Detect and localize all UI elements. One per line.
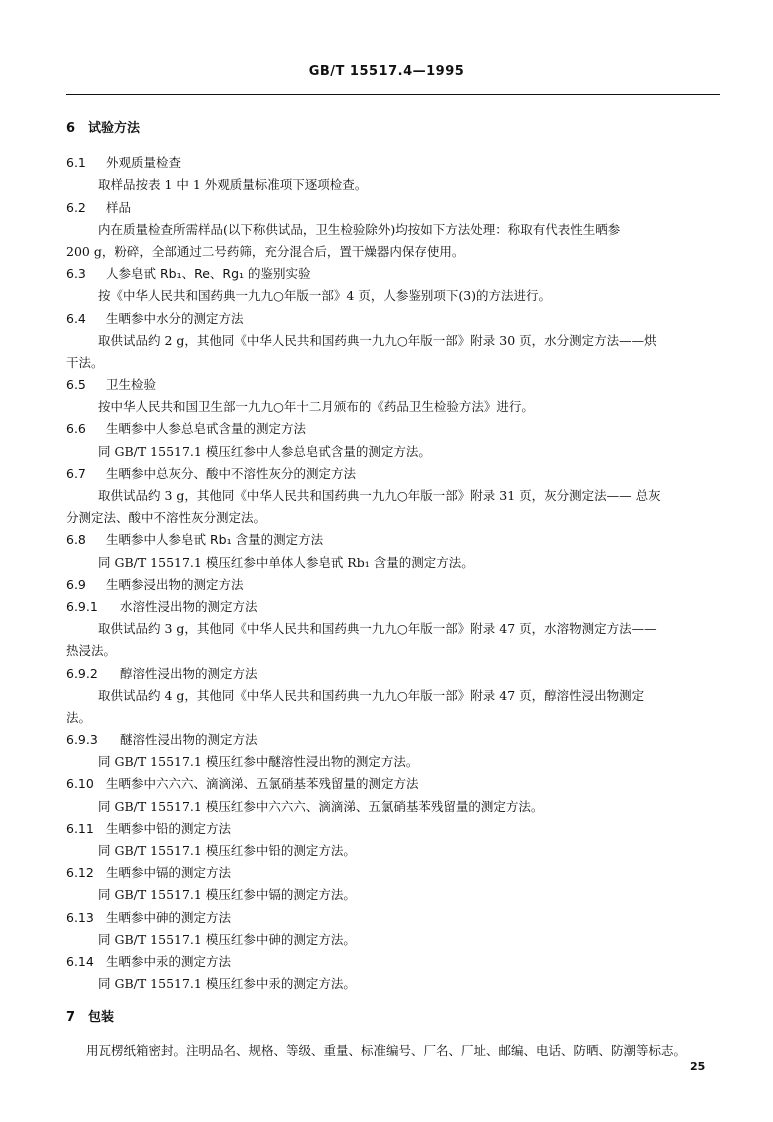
para-6-9-3-line-1: 同 GB/T 15517.1 模压红参中醚溶性浸出物的测定方法。 <box>98 754 419 770</box>
heading-6-10-title: 生晒参中六六六、滴滴涕、五氯硝基苯残留量的测定方法 <box>106 776 419 792</box>
heading-6-9-1 <box>66 596 720 618</box>
heading-6-5-title: 卫生检验 <box>106 377 157 393</box>
heading-6-9-2-number: 6.9.2 <box>66 665 98 681</box>
section-7-title: 包装 <box>88 1010 115 1026</box>
heading-6-11 <box>66 818 720 840</box>
heading-6-6 <box>66 418 720 440</box>
heading-6-11-title: 生晒参中铅的测定方法 <box>106 820 232 836</box>
heading-6-9 <box>66 574 720 596</box>
document-header <box>0 64 773 79</box>
section-6-number: 6 <box>66 121 76 136</box>
para-6-9-1-line-2: 热浸法。 <box>66 643 117 659</box>
heading-6-9-1-number: 6.9.1 <box>66 598 98 614</box>
heading-6-4-title: 生晒参中水分的测定方法 <box>106 310 244 326</box>
heading-6-8 <box>66 529 720 551</box>
section-7-number: 7 <box>66 1010 76 1026</box>
heading-6-7-number: 6.7 <box>66 465 86 481</box>
heading-6-1 <box>66 152 720 174</box>
heading-6-3-title: 人参皂甙 Rb₁、Re、Rg₁ 的鉴别实验 <box>106 266 311 282</box>
heading-6-9-3 <box>66 729 720 751</box>
para-6-4-line-2: 干法。 <box>66 354 104 370</box>
heading-6-2 <box>66 197 720 219</box>
heading-6-14-title: 生晒参中汞的测定方法 <box>106 953 232 969</box>
heading-6-13-title: 生晒参中砷的测定方法 <box>106 909 232 925</box>
document-body <box>66 118 720 1062</box>
para-6-9-2-line-1: 取供试品约 4 g，其他同《中华人民共和国药典一九九○年版一部》附录 47 页，醇溶性浸出物测定 <box>98 687 645 703</box>
para-6-7-line-1: 取供试品约 3 g，其他同《中华人民共和国药典一九九○年版一部》附录 31 页，灰分测定法—— 总灰 <box>98 488 661 503</box>
header-rule <box>66 94 720 95</box>
heading-6-8-title: 生晒参中人参皂甙 Rb₁ 含量的测定方法 <box>106 532 324 548</box>
heading-6-2-number: 6.2 <box>66 199 86 215</box>
para-6-14-line-1: 同 GB/T 15517.1 模压红参中汞的测定方法。 <box>98 976 356 992</box>
heading-6-5-number: 6.5 <box>66 377 86 393</box>
heading-6-9-1-title: 水溶性浸出物的测定方法 <box>120 598 258 614</box>
heading-6-13 <box>66 907 720 929</box>
heading-6-14 <box>66 951 720 973</box>
heading-6-3-number: 6.3 <box>66 266 86 282</box>
para-6-12-line-1: 同 GB/T 15517.1 模压红参中镉的测定方法。 <box>98 887 356 903</box>
heading-6-10 <box>66 773 720 795</box>
heading-6-4 <box>66 308 720 330</box>
para-6-9-2-line-2: 法。 <box>66 709 92 725</box>
heading-6-13-number: 6.13 <box>66 909 94 925</box>
standard-code: GB/T 15517.4—1995 <box>308 64 465 79</box>
para-6-6-line-1: 同 GB/T 15517.1 模压红参中人参总皂甙含量的测定方法。 <box>98 443 431 459</box>
heading-6-9-2 <box>66 663 720 685</box>
heading-6-1-number: 6.1 <box>66 155 86 171</box>
heading-6-12-number: 6.12 <box>66 865 94 881</box>
heading-6-7-title: 生晒参中总灰分、酸中不溶性灰分的测定方法 <box>106 465 357 481</box>
heading-6-9-3-number: 6.9.3 <box>66 732 98 748</box>
section-6-heading <box>66 118 720 140</box>
heading-6-5 <box>66 374 720 396</box>
heading-6-9-number: 6.9 <box>66 576 86 592</box>
heading-6-10-number: 6.10 <box>66 776 94 792</box>
section-7-heading <box>66 1007 720 1029</box>
para-6-5-line-1: 按中华人民共和国卫生部一九九○年十二月颁布的《药品卫生检验方法》进行。 <box>98 399 534 415</box>
para-6-11-line-1: 同 GB/T 15517.1 模压红参中铅的测定方法。 <box>98 843 356 858</box>
heading-6-14-number: 6.14 <box>66 953 94 969</box>
page-number: 25 <box>690 1060 706 1073</box>
heading-6-12-title: 生晒参中镉的测定方法 <box>106 865 232 881</box>
para-6-8-line-1: 同 GB/T 15517.1 模压红参中单体人参皂甙 Rb₁ 含量的测定方法。 <box>98 554 474 570</box>
heading-6-3 <box>66 263 720 285</box>
para-6-2-line-1: 内在质量检查所需样品(以下称供试品，卫生检验除外)均按如下方法处理：称取有代表性生晒参 <box>98 221 621 237</box>
para-7-line-1: 用瓦楞纸箱密封。注明品名、规格、等级、重量、标准编号、厂名、厂址、邮编、电话、防晒、防潮等标志。 <box>86 1042 687 1058</box>
heading-6-4-number: 6.4 <box>66 310 86 326</box>
heading-6-6-number: 6.6 <box>66 421 86 437</box>
heading-6-2-title: 样品 <box>106 199 132 215</box>
para-6-1-line-1: 取样品按表 1 中 1 外观质量标准项下逐项检查。 <box>98 177 368 193</box>
heading-6-12 <box>66 862 720 884</box>
para-6-9-1-line-1: 取供试品约 3 g，其他同《中华人民共和国药典一九九○年版一部》附录 47 页，水溶物测定方法—— <box>98 621 657 637</box>
para-6-10-line-1: 同 GB/T 15517.1 模压红参中六六六、滴滴涕、五氯硝基苯残留量的测定方法。 <box>98 798 544 814</box>
heading-6-6-title: 生晒参中人参总皂甙含量的测定方法 <box>106 421 307 437</box>
heading-6-9-3-title: 醚溶性浸出物的测定方法 <box>120 732 258 748</box>
heading-6-9-2-title: 醇溶性浸出物的测定方法 <box>120 665 258 681</box>
heading-6-9-title: 生晒参浸出物的测定方法 <box>106 576 244 592</box>
heading-6-1-title: 外观质量检查 <box>106 155 182 171</box>
para-6-2-line-2: 200 g，粉碎，全部通过二号药筛，充分混合后，置干燥器内保存使用。 <box>66 243 465 259</box>
para-6-13-line-1: 同 GB/T 15517.1 模压红参中砷的测定方法。 <box>98 931 356 947</box>
para-6-7-line-2: 分测定法、酸中不溶性灰分测定法。 <box>66 510 267 526</box>
section-6-title: 试验方法 <box>88 121 141 136</box>
para-6-4-line-1: 取供试品约 2 g，其他同《中华人民共和国药典一九九○年版一部》附录 30 页，水分测定方法——烘 <box>98 332 657 348</box>
heading-6-7 <box>66 463 720 485</box>
heading-6-11-number: 6.11 <box>66 820 94 836</box>
heading-6-8-number: 6.8 <box>66 532 86 548</box>
para-6-3-line-1: 按《中华人民共和国药典一九九○年版一部》4 页，人参鉴别项下(3)的方法进行。 <box>98 288 552 304</box>
